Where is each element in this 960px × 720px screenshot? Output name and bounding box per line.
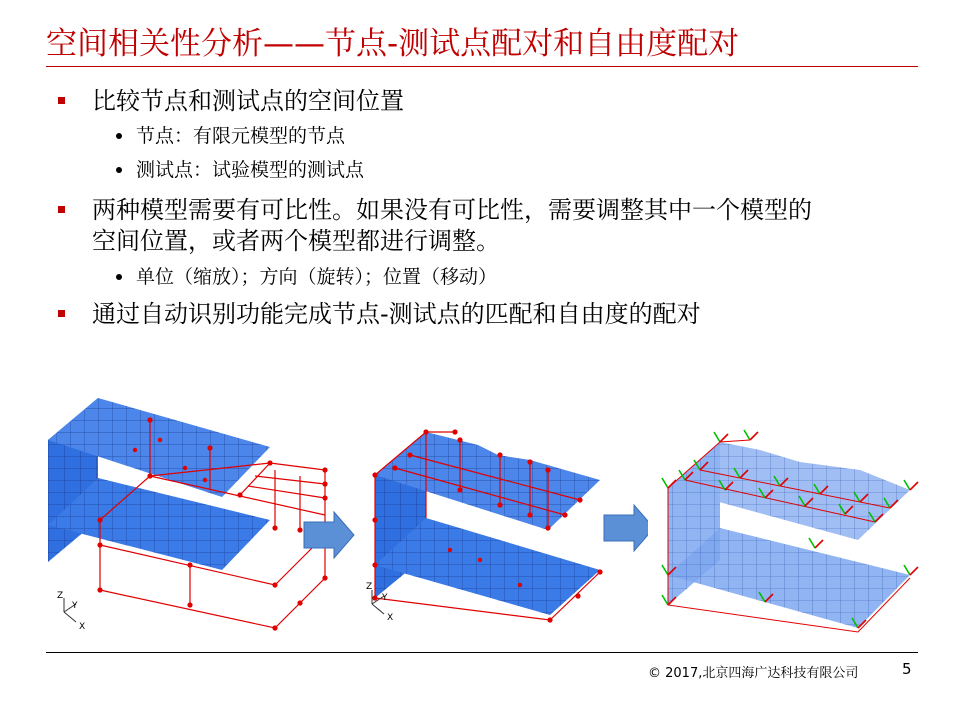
bullet-3-text: 通过自动识别功能完成节点-测试点的匹配和自由度的配对 [92, 300, 701, 328]
footer-rule [46, 652, 918, 653]
bullet-1-text: 比较节点和测试点的空间位置 [92, 87, 404, 115]
title-underline [46, 66, 918, 67]
panel-misaligned [48, 398, 328, 632]
axis-y-label-2: Y [382, 593, 388, 603]
bullet-square-icon [58, 206, 65, 213]
panel-aligned [366, 429, 603, 623]
slide-title: 空间相关性分析——节点-测试点配对和自由度配对 [46, 26, 740, 62]
bullet-dot-icon [116, 167, 122, 173]
transform-arrow-1 [304, 512, 354, 558]
correlation-figure [0, 380, 960, 640]
bullet-1-sub-2-text: 测试点：试验模型的测试点 [136, 159, 365, 181]
bullet-1-sub-1-text: 节点：有限元模型的节点 [136, 125, 346, 147]
axis-z-label: Z [57, 591, 64, 601]
panel-dof-paired [648, 420, 918, 640]
axis-y-label: Y [72, 601, 78, 611]
bullet-dot-icon [116, 274, 122, 280]
footer-copyright: © 2017,北京四海广达科技有限公司 [648, 666, 859, 681]
bullet-2-line-1: 两种模型需要有可比性。如果没有可比性，需要调整其中一个模型的 [92, 196, 812, 224]
axis-x-label: X [79, 622, 86, 632]
axis-z-label-2: Z [366, 582, 373, 592]
bullet-square-icon [58, 97, 65, 104]
axis-x-label-2: X [387, 613, 394, 623]
bullet-dot-icon [116, 133, 122, 139]
bullet-square-icon [58, 310, 65, 317]
bullet-2-line-2: 空间位置，或者两个模型都进行调整。 [92, 227, 500, 255]
bullet-2-sub-1-text: 单位（缩放）；方向（旋转）；位置（移动） [136, 266, 498, 288]
page-number: 5 [902, 660, 912, 678]
transform-arrow-2 [604, 505, 654, 551]
